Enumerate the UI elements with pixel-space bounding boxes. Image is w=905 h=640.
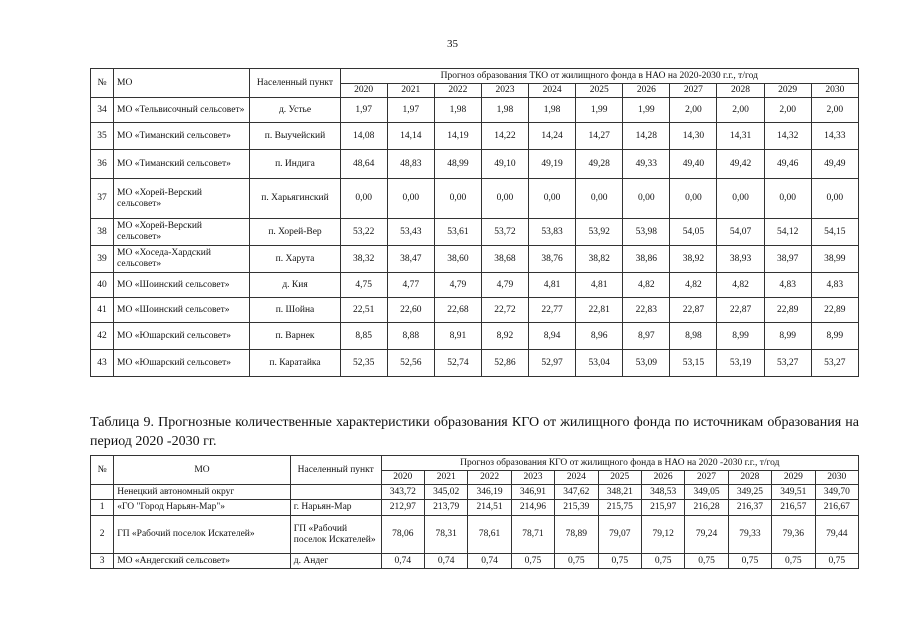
table-row <box>91 246 859 273</box>
value-cell: 215,39 <box>555 500 598 516</box>
settlement-name: п. Каратайка <box>250 350 340 377</box>
value-cell: 4,75 <box>340 273 387 298</box>
value-cell: 78,89 <box>555 516 598 554</box>
value-cell: 2,00 <box>764 98 811 123</box>
value-cell: 8,88 <box>387 323 434 350</box>
value-cell: 8,85 <box>340 323 387 350</box>
settlement-name: п. Шойна <box>250 298 340 323</box>
year-header: 2028 <box>717 84 764 98</box>
year-header: 2020 <box>340 84 387 98</box>
row-number: 42 <box>91 323 114 350</box>
value-cell: 22,89 <box>764 298 811 323</box>
header-num: № <box>91 69 114 98</box>
value-cell: 53,98 <box>623 219 670 246</box>
year-header: 2022 <box>434 84 481 98</box>
value-cell: 78,06 <box>381 516 424 554</box>
value-cell: 79,24 <box>685 516 728 554</box>
value-cell: 1,99 <box>576 98 623 123</box>
value-cell: 0,75 <box>555 554 598 569</box>
value-cell: 0,00 <box>387 179 434 219</box>
value-cell: 8,99 <box>717 323 764 350</box>
value-cell: 214,96 <box>511 500 554 516</box>
value-cell: 49,19 <box>529 150 576 179</box>
settlement-name: д. Устье <box>250 98 340 123</box>
table-row <box>91 273 859 298</box>
value-cell: 1,97 <box>340 98 387 123</box>
value-cell: 4,82 <box>670 273 717 298</box>
value-cell: 2,00 <box>670 98 717 123</box>
value-cell: 54,05 <box>670 219 717 246</box>
value-cell: 0,75 <box>598 554 641 569</box>
value-cell: 4,83 <box>811 273 858 298</box>
value-cell: 53,72 <box>481 219 528 246</box>
value-cell: 78,31 <box>425 516 468 554</box>
year-header: 2030 <box>815 471 858 485</box>
year-header: 2023 <box>511 471 554 485</box>
row-number: 43 <box>91 350 114 377</box>
value-cell: 216,67 <box>815 500 858 516</box>
municipality-name: ГП «Рабочий поселок Искателей» <box>114 516 291 554</box>
value-cell: 349,25 <box>728 485 771 500</box>
value-cell: 52,86 <box>481 350 528 377</box>
value-cell: 216,57 <box>772 500 815 516</box>
value-cell: 212,97 <box>381 500 424 516</box>
value-cell: 79,44 <box>815 516 858 554</box>
year-header: 2024 <box>555 471 598 485</box>
row-number: 38 <box>91 219 114 246</box>
value-cell: 53,15 <box>670 350 717 377</box>
municipality-name: МО «Шоинский сельсовет» <box>114 298 250 323</box>
header-num: № <box>91 456 114 485</box>
row-number <box>91 485 114 500</box>
value-cell: 38,32 <box>340 246 387 273</box>
page-number: 35 <box>447 38 458 50</box>
table-row <box>91 219 859 246</box>
municipality-name: МО «Тельвисочный сельсовет» <box>114 98 250 123</box>
value-cell: 345,02 <box>425 485 468 500</box>
value-cell: 14,33 <box>811 123 858 150</box>
municipality-name: МО «Юшарский сельсовет» <box>114 323 250 350</box>
value-cell: 0,00 <box>340 179 387 219</box>
value-cell: 0,00 <box>764 179 811 219</box>
value-cell: 53,92 <box>576 219 623 246</box>
value-cell: 4,82 <box>717 273 764 298</box>
value-cell: 79,12 <box>641 516 684 554</box>
value-cell: 22,89 <box>811 298 858 323</box>
value-cell: 14,28 <box>623 123 670 150</box>
value-cell: 22,68 <box>434 298 481 323</box>
table-caption: Таблица 9. Прогнозные количественные характеристики образования КГО от жилищного фонда по источникам образования на период 2020 -2030 гг. <box>90 415 859 449</box>
table-row <box>91 350 859 377</box>
value-cell: 0,00 <box>717 179 764 219</box>
value-cell: 53,19 <box>717 350 764 377</box>
value-cell: 214,51 <box>468 500 511 516</box>
value-cell: 0,00 <box>529 179 576 219</box>
settlement-name: д. Андег <box>290 554 381 569</box>
year-header: 2026 <box>641 471 684 485</box>
row-number: 39 <box>91 246 114 273</box>
row-number: 37 <box>91 179 114 219</box>
municipality-name: «ГО "Город Нарьян-Мар"» <box>114 500 291 516</box>
value-cell: 8,97 <box>623 323 670 350</box>
table-row <box>91 323 859 350</box>
value-cell: 4,81 <box>576 273 623 298</box>
value-cell: 0,00 <box>670 179 717 219</box>
year-header: 2024 <box>529 84 576 98</box>
value-cell: 38,47 <box>387 246 434 273</box>
value-cell: 0,74 <box>425 554 468 569</box>
value-cell: 49,49 <box>811 150 858 179</box>
value-cell: 49,42 <box>717 150 764 179</box>
value-cell: 213,79 <box>425 500 468 516</box>
value-cell: 38,97 <box>764 246 811 273</box>
value-cell: 49,46 <box>764 150 811 179</box>
value-cell: 2,00 <box>811 98 858 123</box>
row-number: 41 <box>91 298 114 323</box>
value-cell: 0,75 <box>511 554 554 569</box>
value-cell: 49,28 <box>576 150 623 179</box>
row-number: 2 <box>91 516 114 554</box>
year-header: 2028 <box>728 471 771 485</box>
value-cell: 0,00 <box>623 179 670 219</box>
municipality-name: МО «Хорей-Верский сельсовет» <box>114 179 250 219</box>
table-row <box>91 554 859 569</box>
value-cell: 53,22 <box>340 219 387 246</box>
value-cell: 4,79 <box>434 273 481 298</box>
value-cell: 347,62 <box>555 485 598 500</box>
value-cell: 14,19 <box>434 123 481 150</box>
table-row <box>91 179 859 219</box>
value-cell: 0,75 <box>815 554 858 569</box>
settlement-name: д. Кия <box>250 273 340 298</box>
settlement-name: п. Харьягинский <box>250 179 340 219</box>
value-cell: 53,04 <box>576 350 623 377</box>
header-mo: МО <box>114 69 250 98</box>
value-cell: 14,22 <box>481 123 528 150</box>
year-header: 2020 <box>381 471 424 485</box>
value-cell: 22,60 <box>387 298 434 323</box>
value-cell: 49,40 <box>670 150 717 179</box>
value-cell: 14,24 <box>529 123 576 150</box>
value-cell: 22,72 <box>481 298 528 323</box>
table-row <box>91 123 859 150</box>
table-row <box>91 98 859 123</box>
value-cell: 38,99 <box>811 246 858 273</box>
municipality-name: МО «Юшарский сельсовет» <box>114 350 250 377</box>
value-cell: 53,27 <box>811 350 858 377</box>
value-cell: 38,68 <box>481 246 528 273</box>
row-number: 40 <box>91 273 114 298</box>
value-cell: 0,00 <box>481 179 528 219</box>
row-number: 1 <box>91 500 114 516</box>
value-cell: 52,97 <box>529 350 576 377</box>
value-cell: 215,75 <box>598 500 641 516</box>
year-header: 2022 <box>468 471 511 485</box>
year-header: 2023 <box>481 84 528 98</box>
value-cell: 1,98 <box>529 98 576 123</box>
value-cell: 79,07 <box>598 516 641 554</box>
year-header: 2025 <box>598 471 641 485</box>
value-cell: 343,72 <box>381 485 424 500</box>
value-cell: 4,77 <box>387 273 434 298</box>
value-cell: 14,14 <box>387 123 434 150</box>
value-cell: 49,10 <box>481 150 528 179</box>
value-cell: 8,94 <box>529 323 576 350</box>
value-cell: 79,36 <box>772 516 815 554</box>
municipality-name: МО «Хоседа-Хардский сельсовет» <box>114 246 250 273</box>
year-header: 2030 <box>811 84 858 98</box>
value-cell: 78,61 <box>468 516 511 554</box>
value-cell: 54,07 <box>717 219 764 246</box>
value-cell: 14,30 <box>670 123 717 150</box>
value-cell: 79,33 <box>728 516 771 554</box>
value-cell: 8,91 <box>434 323 481 350</box>
value-cell: 38,93 <box>717 246 764 273</box>
row-number: 36 <box>91 150 114 179</box>
value-cell: 0,00 <box>576 179 623 219</box>
value-cell: 52,74 <box>434 350 481 377</box>
value-cell: 215,97 <box>641 500 684 516</box>
value-cell: 349,70 <box>815 485 858 500</box>
year-header: 2026 <box>623 84 670 98</box>
row-number: 3 <box>91 554 114 569</box>
header-forecast: Прогноз образования КГО от жилищного фонда в НАО на 2020 -2030 г.г., т/год <box>381 456 858 471</box>
value-cell: 53,83 <box>529 219 576 246</box>
value-cell: 22,87 <box>670 298 717 323</box>
settlement-name <box>290 485 381 500</box>
table-row <box>91 150 859 179</box>
value-cell: 1,98 <box>434 98 481 123</box>
value-cell: 8,99 <box>811 323 858 350</box>
row-number: 34 <box>91 98 114 123</box>
value-cell: 14,31 <box>717 123 764 150</box>
value-cell: 78,71 <box>511 516 554 554</box>
value-cell: 216,28 <box>685 500 728 516</box>
value-cell: 22,51 <box>340 298 387 323</box>
year-header: 2029 <box>764 84 811 98</box>
settlement-name: г. Нарьян-Мар <box>290 500 381 516</box>
municipality-name: МО «Тиманский сельсовет» <box>114 123 250 150</box>
header-forecast: Прогноз образования ТКО от жилищного фонда в НАО на 2020-2030 г.г., т/год <box>340 69 858 84</box>
year-header: 2027 <box>685 471 728 485</box>
value-cell: 1,98 <box>481 98 528 123</box>
value-cell: 38,60 <box>434 246 481 273</box>
header-point: Населенный пункт <box>290 456 381 485</box>
municipality-name: МО «Тиманский сельсовет» <box>114 150 250 179</box>
settlement-name: ГП «Рабочий поселок Искателей» <box>290 516 381 554</box>
value-cell: 22,87 <box>717 298 764 323</box>
year-header: 2021 <box>387 84 434 98</box>
value-cell: 0,75 <box>641 554 684 569</box>
value-cell: 14,27 <box>576 123 623 150</box>
value-cell: 48,83 <box>387 150 434 179</box>
value-cell: 348,53 <box>641 485 684 500</box>
value-cell: 348,21 <box>598 485 641 500</box>
value-cell: 52,56 <box>387 350 434 377</box>
municipality-name: Ненецкий автономный округ <box>114 485 291 500</box>
value-cell: 22,81 <box>576 298 623 323</box>
value-cell: 216,37 <box>728 500 771 516</box>
value-cell: 8,92 <box>481 323 528 350</box>
value-cell: 48,99 <box>434 150 481 179</box>
value-cell: 349,51 <box>772 485 815 500</box>
municipality-name: МО «Хорей-Верский сельсовет» <box>114 219 250 246</box>
value-cell: 0,00 <box>811 179 858 219</box>
municipality-name: МО «Андегский сельсовет» <box>114 554 291 569</box>
value-cell: 4,82 <box>623 273 670 298</box>
value-cell: 48,64 <box>340 150 387 179</box>
value-cell: 8,98 <box>670 323 717 350</box>
table-row <box>91 485 859 500</box>
value-cell: 0,00 <box>434 179 481 219</box>
table-row <box>91 516 859 554</box>
value-cell: 52,35 <box>340 350 387 377</box>
value-cell: 14,08 <box>340 123 387 150</box>
value-cell: 346,19 <box>468 485 511 500</box>
year-header: 2027 <box>670 84 717 98</box>
value-cell: 53,61 <box>434 219 481 246</box>
table-row <box>91 298 859 323</box>
year-header: 2025 <box>576 84 623 98</box>
value-cell: 8,96 <box>576 323 623 350</box>
value-cell: 1,99 <box>623 98 670 123</box>
tko-forecast-table <box>90 68 859 377</box>
value-cell: 346,91 <box>511 485 554 500</box>
value-cell: 38,76 <box>529 246 576 273</box>
value-cell: 349,05 <box>685 485 728 500</box>
value-cell: 8,99 <box>764 323 811 350</box>
header-point: Населенный пункт <box>250 69 340 98</box>
settlement-name: п. Выучейский <box>250 123 340 150</box>
value-cell: 22,77 <box>529 298 576 323</box>
value-cell: 0,75 <box>772 554 815 569</box>
value-cell: 38,92 <box>670 246 717 273</box>
year-header: 2029 <box>772 471 815 485</box>
value-cell: 0,75 <box>685 554 728 569</box>
settlement-name: п. Хорей-Вер <box>250 219 340 246</box>
value-cell: 0,75 <box>728 554 771 569</box>
value-cell: 49,33 <box>623 150 670 179</box>
value-cell: 14,32 <box>764 123 811 150</box>
value-cell: 53,09 <box>623 350 670 377</box>
value-cell: 38,82 <box>576 246 623 273</box>
table-row <box>91 500 859 516</box>
value-cell: 0,74 <box>381 554 424 569</box>
kgo-forecast-table <box>90 455 859 569</box>
settlement-name: п. Харута <box>250 246 340 273</box>
value-cell: 38,86 <box>623 246 670 273</box>
value-cell: 54,15 <box>811 219 858 246</box>
value-cell: 4,79 <box>481 273 528 298</box>
value-cell: 1,97 <box>387 98 434 123</box>
value-cell: 53,27 <box>764 350 811 377</box>
value-cell: 4,83 <box>764 273 811 298</box>
settlement-name: п. Варнек <box>250 323 340 350</box>
value-cell: 4,81 <box>529 273 576 298</box>
value-cell: 2,00 <box>717 98 764 123</box>
header-mo: МО <box>114 456 291 485</box>
municipality-name: МО «Шоинский сельсовет» <box>114 273 250 298</box>
row-number: 35 <box>91 123 114 150</box>
settlement-name: п. Индига <box>250 150 340 179</box>
value-cell: 0,74 <box>468 554 511 569</box>
value-cell: 53,43 <box>387 219 434 246</box>
year-header: 2021 <box>425 471 468 485</box>
value-cell: 54,12 <box>764 219 811 246</box>
value-cell: 22,83 <box>623 298 670 323</box>
